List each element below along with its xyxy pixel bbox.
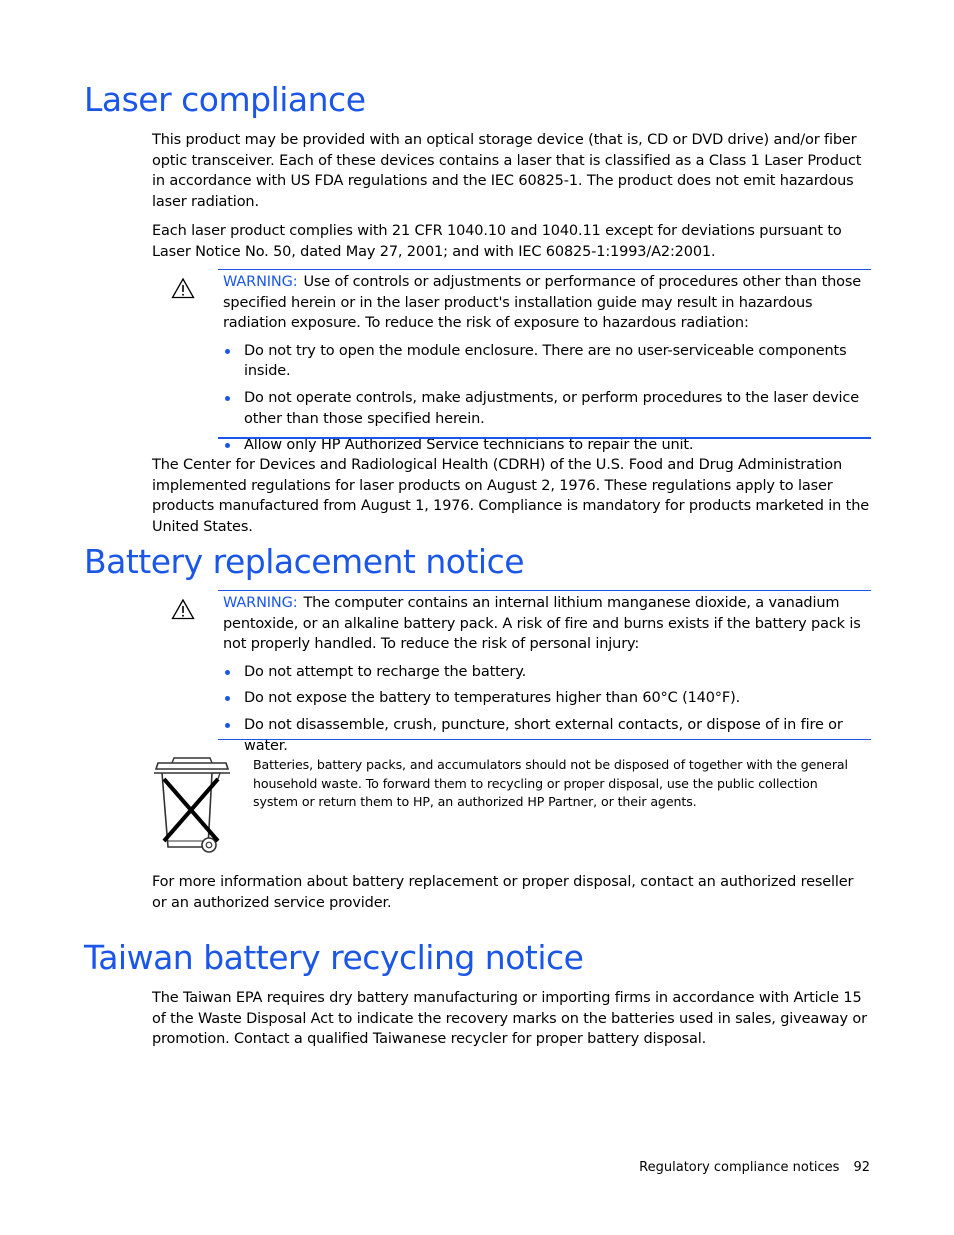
warning-top-rule	[218, 590, 871, 591]
bullet-text: Do not disassemble, crush, puncture, short external contacts, or dispose of in fire or water.	[244, 716, 843, 754]
bullet-dot	[225, 670, 230, 675]
laser-para-1: This product may be provided with an optical storage device (that is, CD or DVD drive) and/or fiber optic transceiver. Each of these devices contains a laser that is classified as a Class 1 Laser Product in accordance with US FDA regulations and the IEC 60825-1. The product does not emit hazardous laser radiation.	[152, 132, 862, 210]
laser-warning-intro	[223, 272, 868, 334]
battery-warning-text: The computer contains an internal lithium manganese dioxide, a vanadium pentoxide, or an alkaline battery pack. A risk of fire and burns exists if the battery pack is not properly handled. To reduce the risk of personal injury:	[223, 595, 861, 653]
heading-battery-replacement: Battery replacement notice	[84, 542, 525, 581]
bullet-dot	[225, 723, 230, 728]
list-item	[223, 662, 868, 683]
crossed-out-wheelie-bin-icon	[152, 755, 234, 855]
bullet-dot	[225, 696, 230, 701]
laser-warning-text: Use of controls or adjustments or performance of procedures other than those specified herein or in the laser product's installation guide may result in hazardous radiation exposure. To reduce the risk of exposure to hazardous radiation:	[223, 274, 862, 332]
list-item	[223, 715, 868, 756]
battery-warning-box	[152, 590, 871, 754]
battery-disposal-text: Batteries, battery packs, and accumulators should not be disposed of together with the general household waste. To forward them to recycling or proper disposal, use the public collection system or return them to HP, an authorized HP Partner, or their agents.	[253, 757, 848, 810]
bullet-dot	[225, 396, 230, 401]
warning-label: WARNING:	[223, 595, 298, 611]
list-item	[223, 388, 868, 429]
warning-bottom-rule	[218, 437, 871, 439]
warning-bottom-rule	[218, 739, 871, 740]
bullet-text: Do not try to open the module enclosure. There are no user-serviceable components inside.	[244, 342, 847, 380]
laser-warning-box	[152, 269, 871, 454]
laser-para-2: Each laser product complies with 21 CFR 1040.10 and 1040.11 except for deviations pursuant to Laser Notice No. 50, dated May 27, 2001; and with IEC 60825-1:1993/A2:2001.	[152, 223, 842, 260]
list-item	[223, 688, 868, 709]
laser-warning-body	[223, 272, 868, 462]
bullet-text: Do not operate controls, make adjustments, or perform procedures to the laser device other than those specified herein.	[244, 389, 859, 427]
bullet-text: Allow only HP Authorized Service technicians to repair the unit.	[244, 437, 694, 454]
warning-triangle-icon	[171, 598, 195, 620]
heading-taiwan-recycling: Taiwan battery recycling notice	[84, 938, 584, 977]
page-number: 92	[853, 1160, 870, 1175]
bullet-dot	[225, 443, 230, 448]
bullet-text: Do not attempt to recharge the battery.	[244, 663, 527, 680]
heading-laser-compliance: Laser compliance	[84, 80, 366, 119]
warning-top-rule	[218, 269, 871, 270]
taiwan-para: The Taiwan EPA requires dry battery manufacturing or importing firms in accordance with Article 15 of the Waste Disposal Act to indicate the recovery marks on the batteries used in sales, giveaway or promotion. Contact a qualified Taiwanese recycler for proper battery disposal.	[152, 990, 867, 1048]
battery-warning-bullets	[223, 662, 868, 756]
footer-title: Regulatory compliance notices	[639, 1160, 840, 1175]
battery-more-info: For more information about battery replacement or proper disposal, contact an authorized reseller or an authorized service provider.	[152, 874, 854, 911]
warning-triangle-icon	[171, 277, 195, 299]
page-footer	[639, 1159, 870, 1177]
list-item	[223, 341, 868, 382]
bullet-text: Do not expose the battery to temperatures higher than 60°C (140°F).	[244, 690, 741, 707]
warning-label: WARNING:	[223, 274, 298, 290]
laser-para-3: The Center for Devices and Radiological Health (CDRH) of the U.S. Food and Drug Administration implemented regulations for laser products on August 2, 1976. These regulations apply to laser products manufactured from August 1, 1976. Compliance is mandatory for products marketed in the United States.	[152, 457, 870, 535]
battery-warning-intro	[223, 593, 868, 655]
battery-warning-body	[223, 593, 868, 762]
bullet-dot	[225, 349, 230, 354]
